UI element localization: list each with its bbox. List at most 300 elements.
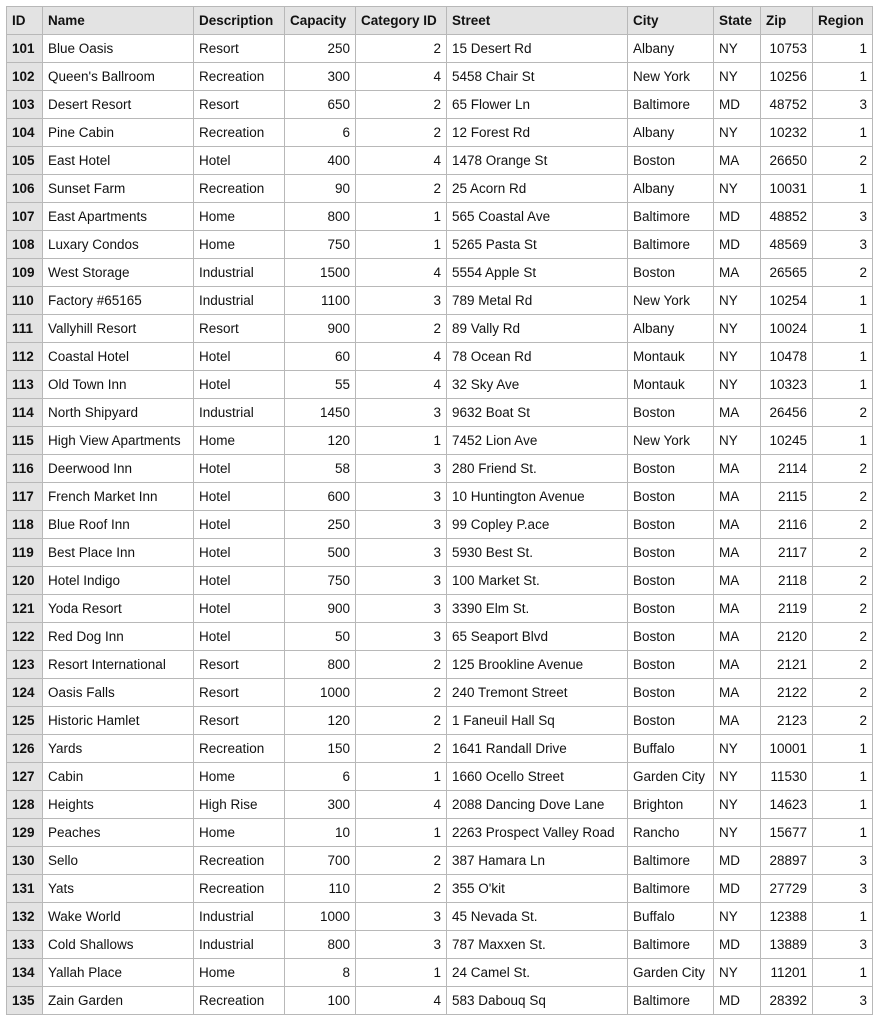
id-cell[interactable]: 133 (7, 931, 43, 959)
id-cell[interactable]: 120 (7, 567, 43, 595)
city-cell[interactable]: Boston (628, 511, 714, 539)
category-id-cell[interactable]: 3 (356, 287, 447, 315)
region-cell[interactable]: 1 (813, 763, 873, 791)
zip-cell[interactable]: 2115 (761, 483, 813, 511)
zip-cell[interactable]: 2119 (761, 595, 813, 623)
state-cell[interactable]: NY (714, 791, 761, 819)
zip-cell[interactable]: 10323 (761, 371, 813, 399)
id-cell[interactable]: 116 (7, 455, 43, 483)
column-header-capacity[interactable]: Capacity (285, 7, 356, 35)
region-cell[interactable]: 1 (813, 735, 873, 763)
region-cell[interactable]: 2 (813, 651, 873, 679)
street-cell[interactable]: 25 Acorn Rd (447, 175, 628, 203)
description-cell[interactable]: Resort (194, 679, 285, 707)
street-cell[interactable]: 3390 Elm St. (447, 595, 628, 623)
table-row[interactable] (7, 427, 873, 455)
zip-cell[interactable]: 10031 (761, 175, 813, 203)
name-cell[interactable]: Heights (43, 791, 194, 819)
region-cell[interactable]: 1 (813, 791, 873, 819)
table-row[interactable] (7, 539, 873, 567)
zip-cell[interactable]: 26456 (761, 399, 813, 427)
city-cell[interactable]: Albany (628, 315, 714, 343)
state-cell[interactable]: NY (714, 35, 761, 63)
name-cell[interactable]: High View Apartments (43, 427, 194, 455)
id-cell[interactable]: 131 (7, 875, 43, 903)
region-cell[interactable]: 2 (813, 399, 873, 427)
state-cell[interactable]: MA (714, 679, 761, 707)
id-cell[interactable]: 103 (7, 91, 43, 119)
zip-cell[interactable]: 10478 (761, 343, 813, 371)
zip-cell[interactable]: 2121 (761, 651, 813, 679)
zip-cell[interactable]: 26650 (761, 147, 813, 175)
capacity-cell[interactable]: 100 (285, 987, 356, 1015)
city-cell[interactable]: Montauk (628, 371, 714, 399)
table-row[interactable] (7, 259, 873, 287)
name-cell[interactable]: Hotel Indigo (43, 567, 194, 595)
zip-cell[interactable]: 48752 (761, 91, 813, 119)
description-cell[interactable]: Home (194, 959, 285, 987)
street-cell[interactable]: 5458 Chair St (447, 63, 628, 91)
street-cell[interactable]: 65 Seaport Blvd (447, 623, 628, 651)
description-cell[interactable]: Industrial (194, 259, 285, 287)
region-cell[interactable]: 1 (813, 343, 873, 371)
region-cell[interactable]: 1 (813, 35, 873, 63)
region-cell[interactable]: 3 (813, 931, 873, 959)
description-cell[interactable]: Recreation (194, 735, 285, 763)
name-cell[interactable]: East Apartments (43, 203, 194, 231)
category-id-cell[interactable]: 2 (356, 651, 447, 679)
table-row[interactable] (7, 203, 873, 231)
street-cell[interactable]: 5930 Best St. (447, 539, 628, 567)
region-cell[interactable]: 1 (813, 819, 873, 847)
state-cell[interactable]: NY (714, 819, 761, 847)
city-cell[interactable]: Rancho (628, 819, 714, 847)
street-cell[interactable]: 125 Brookline Avenue (447, 651, 628, 679)
category-id-cell[interactable]: 1 (356, 819, 447, 847)
name-cell[interactable]: Vallyhill Resort (43, 315, 194, 343)
capacity-cell[interactable]: 1100 (285, 287, 356, 315)
id-cell[interactable]: 119 (7, 539, 43, 567)
state-cell[interactable]: MD (714, 931, 761, 959)
state-cell[interactable]: MA (714, 539, 761, 567)
column-header-category-id[interactable]: Category ID (356, 7, 447, 35)
column-header-description[interactable]: Description (194, 7, 285, 35)
id-cell[interactable]: 111 (7, 315, 43, 343)
zip-cell[interactable]: 11530 (761, 763, 813, 791)
table-row[interactable] (7, 931, 873, 959)
id-cell[interactable]: 127 (7, 763, 43, 791)
description-cell[interactable]: Industrial (194, 399, 285, 427)
id-cell[interactable]: 132 (7, 903, 43, 931)
city-cell[interactable]: New York (628, 427, 714, 455)
state-cell[interactable]: NY (714, 175, 761, 203)
zip-cell[interactable]: 48852 (761, 203, 813, 231)
table-row[interactable] (7, 595, 873, 623)
name-cell[interactable]: Yallah Place (43, 959, 194, 987)
id-cell[interactable]: 110 (7, 287, 43, 315)
capacity-cell[interactable]: 1450 (285, 399, 356, 427)
description-cell[interactable]: Hotel (194, 511, 285, 539)
state-cell[interactable]: NY (714, 763, 761, 791)
state-cell[interactable]: NY (714, 371, 761, 399)
capacity-cell[interactable]: 8 (285, 959, 356, 987)
city-cell[interactable]: Boston (628, 567, 714, 595)
region-cell[interactable]: 3 (813, 987, 873, 1015)
state-cell[interactable]: MD (714, 91, 761, 119)
name-cell[interactable]: North Shipyard (43, 399, 194, 427)
category-id-cell[interactable]: 4 (356, 63, 447, 91)
region-cell[interactable]: 2 (813, 567, 873, 595)
city-cell[interactable]: Boston (628, 399, 714, 427)
capacity-cell[interactable]: 700 (285, 847, 356, 875)
street-cell[interactable]: 5554 Apple St (447, 259, 628, 287)
description-cell[interactable]: Home (194, 763, 285, 791)
capacity-cell[interactable]: 250 (285, 35, 356, 63)
region-cell[interactable]: 2 (813, 539, 873, 567)
category-id-cell[interactable]: 1 (356, 763, 447, 791)
category-id-cell[interactable]: 3 (356, 931, 447, 959)
description-cell[interactable]: Hotel (194, 483, 285, 511)
id-cell[interactable]: 121 (7, 595, 43, 623)
table-row[interactable] (7, 119, 873, 147)
id-cell[interactable]: 123 (7, 651, 43, 679)
id-cell[interactable]: 112 (7, 343, 43, 371)
id-cell[interactable]: 113 (7, 371, 43, 399)
state-cell[interactable]: MA (714, 651, 761, 679)
category-id-cell[interactable]: 4 (356, 147, 447, 175)
column-header-city[interactable]: City (628, 7, 714, 35)
description-cell[interactable]: Industrial (194, 287, 285, 315)
zip-cell[interactable]: 27729 (761, 875, 813, 903)
street-cell[interactable]: 15 Desert Rd (447, 35, 628, 63)
city-cell[interactable]: Boston (628, 539, 714, 567)
capacity-cell[interactable]: 1000 (285, 679, 356, 707)
category-id-cell[interactable]: 2 (356, 875, 447, 903)
category-id-cell[interactable]: 3 (356, 903, 447, 931)
capacity-cell[interactable]: 800 (285, 203, 356, 231)
category-id-cell[interactable]: 1 (356, 231, 447, 259)
id-cell[interactable]: 104 (7, 119, 43, 147)
street-cell[interactable]: 240 Tremont Street (447, 679, 628, 707)
id-cell[interactable]: 109 (7, 259, 43, 287)
name-cell[interactable]: West Storage (43, 259, 194, 287)
city-cell[interactable]: Brighton (628, 791, 714, 819)
id-cell[interactable]: 134 (7, 959, 43, 987)
state-cell[interactable]: NY (714, 735, 761, 763)
street-cell[interactable]: 583 Dabouq Sq (447, 987, 628, 1015)
zip-cell[interactable]: 26565 (761, 259, 813, 287)
category-id-cell[interactable]: 2 (356, 679, 447, 707)
column-header-id[interactable]: ID (7, 7, 43, 35)
name-cell[interactable]: Cold Shallows (43, 931, 194, 959)
name-cell[interactable]: Factory #65165 (43, 287, 194, 315)
table-row[interactable] (7, 735, 873, 763)
region-cell[interactable]: 3 (813, 875, 873, 903)
name-cell[interactable]: French Market Inn (43, 483, 194, 511)
table-row[interactable] (7, 651, 873, 679)
category-id-cell[interactable]: 4 (356, 371, 447, 399)
category-id-cell[interactable]: 1 (356, 427, 447, 455)
table-row[interactable] (7, 147, 873, 175)
zip-cell[interactable]: 2116 (761, 511, 813, 539)
table-row[interactable] (7, 399, 873, 427)
name-cell[interactable]: Yats (43, 875, 194, 903)
description-cell[interactable]: Recreation (194, 847, 285, 875)
category-id-cell[interactable]: 2 (356, 91, 447, 119)
description-cell[interactable]: Home (194, 427, 285, 455)
street-cell[interactable]: 99 Copley P.ace (447, 511, 628, 539)
region-cell[interactable]: 2 (813, 259, 873, 287)
zip-cell[interactable]: 10256 (761, 63, 813, 91)
zip-cell[interactable]: 10245 (761, 427, 813, 455)
table-row[interactable] (7, 91, 873, 119)
name-cell[interactable]: East Hotel (43, 147, 194, 175)
street-cell[interactable]: 89 Vally Rd (447, 315, 628, 343)
table-row[interactable] (7, 343, 873, 371)
capacity-cell[interactable]: 90 (285, 175, 356, 203)
zip-cell[interactable]: 2114 (761, 455, 813, 483)
state-cell[interactable]: MD (714, 231, 761, 259)
region-cell[interactable]: 1 (813, 175, 873, 203)
description-cell[interactable]: Hotel (194, 567, 285, 595)
capacity-cell[interactable]: 110 (285, 875, 356, 903)
id-cell[interactable]: 114 (7, 399, 43, 427)
table-row[interactable] (7, 483, 873, 511)
street-cell[interactable]: 280 Friend St. (447, 455, 628, 483)
street-cell[interactable]: 387 Hamara Ln (447, 847, 628, 875)
state-cell[interactable]: NY (714, 119, 761, 147)
category-id-cell[interactable]: 3 (356, 623, 447, 651)
table-row[interactable] (7, 175, 873, 203)
region-cell[interactable]: 2 (813, 679, 873, 707)
table-row[interactable] (7, 679, 873, 707)
street-cell[interactable]: 100 Market St. (447, 567, 628, 595)
zip-cell[interactable]: 2120 (761, 623, 813, 651)
id-cell[interactable]: 105 (7, 147, 43, 175)
category-id-cell[interactable]: 3 (356, 595, 447, 623)
region-cell[interactable]: 1 (813, 959, 873, 987)
region-cell[interactable]: 1 (813, 315, 873, 343)
capacity-cell[interactable]: 600 (285, 483, 356, 511)
name-cell[interactable]: Best Place Inn (43, 539, 194, 567)
city-cell[interactable]: Boston (628, 147, 714, 175)
category-id-cell[interactable]: 3 (356, 567, 447, 595)
category-id-cell[interactable]: 1 (356, 959, 447, 987)
column-header-state[interactable]: State (714, 7, 761, 35)
city-cell[interactable]: Albany (628, 175, 714, 203)
capacity-cell[interactable]: 900 (285, 595, 356, 623)
street-cell[interactable]: 787 Maxxen St. (447, 931, 628, 959)
category-id-cell[interactable]: 2 (356, 175, 447, 203)
city-cell[interactable]: Baltimore (628, 231, 714, 259)
description-cell[interactable]: High Rise (194, 791, 285, 819)
zip-cell[interactable]: 10024 (761, 315, 813, 343)
table-row[interactable] (7, 315, 873, 343)
street-cell[interactable]: 1478 Orange St (447, 147, 628, 175)
zip-cell[interactable]: 28392 (761, 987, 813, 1015)
table-row[interactable] (7, 819, 873, 847)
capacity-cell[interactable]: 1000 (285, 903, 356, 931)
street-cell[interactable]: 2088 Dancing Dove Lane (447, 791, 628, 819)
capacity-cell[interactable]: 250 (285, 511, 356, 539)
capacity-cell[interactable]: 120 (285, 427, 356, 455)
name-cell[interactable]: Historic Hamlet (43, 707, 194, 735)
category-id-cell[interactable]: 4 (356, 343, 447, 371)
category-id-cell[interactable]: 2 (356, 119, 447, 147)
region-cell[interactable]: 2 (813, 623, 873, 651)
id-cell[interactable]: 102 (7, 63, 43, 91)
capacity-cell[interactable]: 900 (285, 315, 356, 343)
id-cell[interactable]: 126 (7, 735, 43, 763)
street-cell[interactable]: 565 Coastal Ave (447, 203, 628, 231)
id-cell[interactable]: 124 (7, 679, 43, 707)
zip-cell[interactable]: 48569 (761, 231, 813, 259)
category-id-cell[interactable]: 2 (356, 847, 447, 875)
table-row[interactable] (7, 511, 873, 539)
city-cell[interactable]: Baltimore (628, 875, 714, 903)
column-header-street[interactable]: Street (447, 7, 628, 35)
region-cell[interactable]: 2 (813, 511, 873, 539)
zip-cell[interactable]: 10753 (761, 35, 813, 63)
description-cell[interactable]: Home (194, 819, 285, 847)
category-id-cell[interactable]: 3 (356, 483, 447, 511)
street-cell[interactable]: 7452 Lion Ave (447, 427, 628, 455)
capacity-cell[interactable]: 6 (285, 119, 356, 147)
street-cell[interactable]: 24 Camel St. (447, 959, 628, 987)
street-cell[interactable]: 9632 Boat St (447, 399, 628, 427)
capacity-cell[interactable]: 750 (285, 231, 356, 259)
id-cell[interactable]: 108 (7, 231, 43, 259)
city-cell[interactable]: New York (628, 63, 714, 91)
city-cell[interactable]: Baltimore (628, 931, 714, 959)
region-cell[interactable]: 2 (813, 707, 873, 735)
city-cell[interactable]: Boston (628, 595, 714, 623)
description-cell[interactable]: Industrial (194, 903, 285, 931)
zip-cell[interactable]: 2117 (761, 539, 813, 567)
description-cell[interactable]: Home (194, 203, 285, 231)
street-cell[interactable]: 1660 Ocello Street (447, 763, 628, 791)
table-row[interactable] (7, 959, 873, 987)
capacity-cell[interactable]: 10 (285, 819, 356, 847)
description-cell[interactable]: Recreation (194, 175, 285, 203)
state-cell[interactable]: NY (714, 427, 761, 455)
table-row[interactable] (7, 287, 873, 315)
capacity-cell[interactable]: 6 (285, 763, 356, 791)
city-cell[interactable]: Boston (628, 651, 714, 679)
state-cell[interactable]: NY (714, 63, 761, 91)
description-cell[interactable]: Hotel (194, 147, 285, 175)
table-row[interactable] (7, 903, 873, 931)
state-cell[interactable]: NY (714, 287, 761, 315)
category-id-cell[interactable]: 3 (356, 399, 447, 427)
region-cell[interactable]: 1 (813, 287, 873, 315)
description-cell[interactable]: Hotel (194, 455, 285, 483)
street-cell[interactable]: 12 Forest Rd (447, 119, 628, 147)
state-cell[interactable]: MA (714, 707, 761, 735)
state-cell[interactable]: MA (714, 511, 761, 539)
description-cell[interactable]: Industrial (194, 931, 285, 959)
city-cell[interactable]: Buffalo (628, 735, 714, 763)
id-cell[interactable]: 101 (7, 35, 43, 63)
table-row[interactable] (7, 791, 873, 819)
category-id-cell[interactable]: 2 (356, 315, 447, 343)
city-cell[interactable]: Garden City (628, 763, 714, 791)
description-cell[interactable]: Recreation (194, 119, 285, 147)
region-cell[interactable]: 1 (813, 903, 873, 931)
region-cell[interactable]: 1 (813, 63, 873, 91)
state-cell[interactable]: MA (714, 147, 761, 175)
street-cell[interactable]: 1 Faneuil Hall Sq (447, 707, 628, 735)
table-row[interactable] (7, 35, 873, 63)
name-cell[interactable]: Peaches (43, 819, 194, 847)
zip-cell[interactable]: 2123 (761, 707, 813, 735)
category-id-cell[interactable]: 4 (356, 987, 447, 1015)
name-cell[interactable]: Sello (43, 847, 194, 875)
description-cell[interactable]: Resort (194, 315, 285, 343)
capacity-cell[interactable]: 150 (285, 735, 356, 763)
category-id-cell[interactable]: 2 (356, 707, 447, 735)
name-cell[interactable]: Cabin (43, 763, 194, 791)
table-row[interactable] (7, 623, 873, 651)
city-cell[interactable]: Garden City (628, 959, 714, 987)
id-cell[interactable]: 122 (7, 623, 43, 651)
street-cell[interactable]: 355 O'kit (447, 875, 628, 903)
city-cell[interactable]: Albany (628, 35, 714, 63)
description-cell[interactable]: Resort (194, 91, 285, 119)
column-header-name[interactable]: Name (43, 7, 194, 35)
id-cell[interactable]: 128 (7, 791, 43, 819)
description-cell[interactable]: Resort (194, 651, 285, 679)
name-cell[interactable]: Oasis Falls (43, 679, 194, 707)
city-cell[interactable]: Baltimore (628, 203, 714, 231)
table-row[interactable] (7, 707, 873, 735)
description-cell[interactable]: Hotel (194, 371, 285, 399)
capacity-cell[interactable]: 800 (285, 651, 356, 679)
state-cell[interactable]: NY (714, 903, 761, 931)
description-cell[interactable]: Recreation (194, 987, 285, 1015)
zip-cell[interactable]: 10232 (761, 119, 813, 147)
capacity-cell[interactable]: 58 (285, 455, 356, 483)
name-cell[interactable]: Desert Resort (43, 91, 194, 119)
category-id-cell[interactable]: 3 (356, 539, 447, 567)
capacity-cell[interactable]: 400 (285, 147, 356, 175)
street-cell[interactable]: 1641 Randall Drive (447, 735, 628, 763)
column-header-zip[interactable]: Zip (761, 7, 813, 35)
description-cell[interactable]: Resort (194, 35, 285, 63)
description-cell[interactable]: Resort (194, 707, 285, 735)
name-cell[interactable]: Deerwood Inn (43, 455, 194, 483)
category-id-cell[interactable]: 3 (356, 511, 447, 539)
name-cell[interactable]: Resort International (43, 651, 194, 679)
region-cell[interactable]: 2 (813, 483, 873, 511)
region-cell[interactable]: 1 (813, 427, 873, 455)
state-cell[interactable]: MA (714, 595, 761, 623)
description-cell[interactable]: Home (194, 231, 285, 259)
capacity-cell[interactable]: 300 (285, 63, 356, 91)
table-row[interactable] (7, 763, 873, 791)
street-cell[interactable]: 45 Nevada St. (447, 903, 628, 931)
zip-cell[interactable]: 14623 (761, 791, 813, 819)
region-cell[interactable]: 1 (813, 119, 873, 147)
state-cell[interactable]: MD (714, 987, 761, 1015)
state-cell[interactable]: MD (714, 203, 761, 231)
city-cell[interactable]: Albany (628, 119, 714, 147)
table-row[interactable] (7, 63, 873, 91)
table-row[interactable] (7, 455, 873, 483)
capacity-cell[interactable]: 650 (285, 91, 356, 119)
category-id-cell[interactable]: 4 (356, 259, 447, 287)
state-cell[interactable]: MA (714, 399, 761, 427)
